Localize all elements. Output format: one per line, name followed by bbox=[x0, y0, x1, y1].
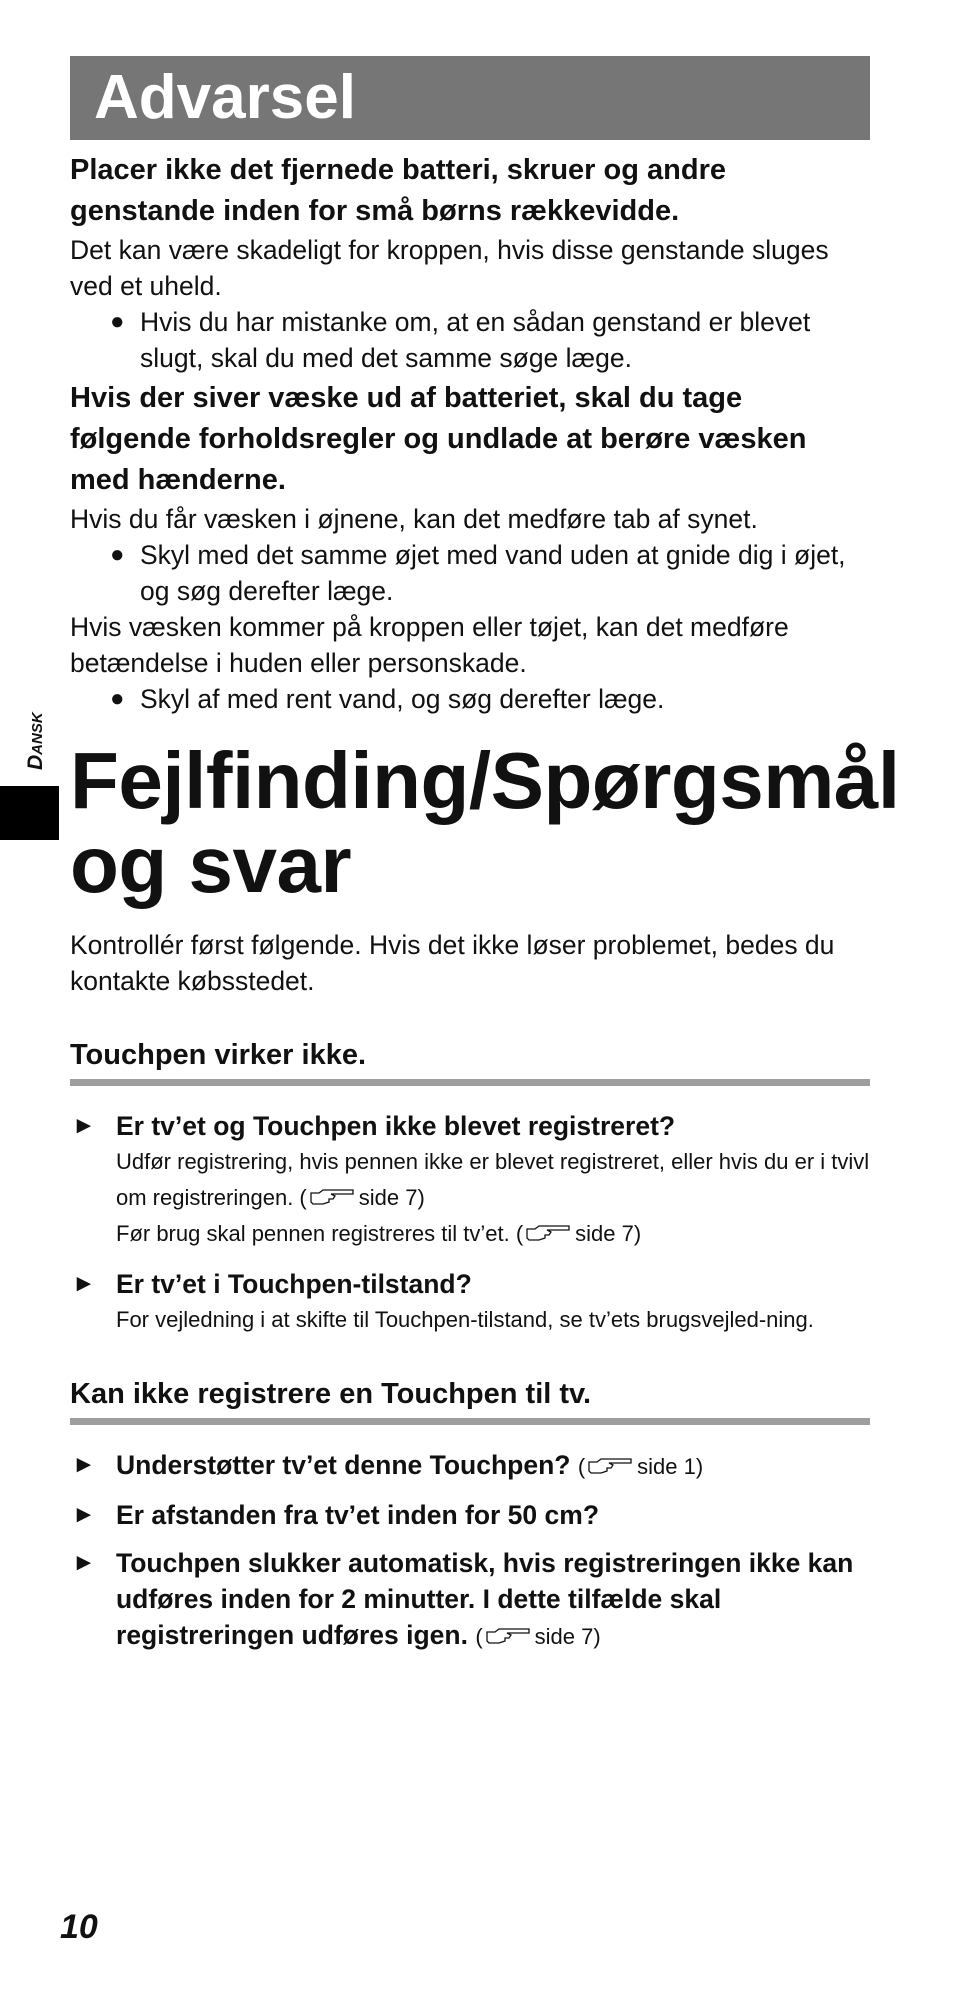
page-reference: side 7) bbox=[358, 1185, 425, 1210]
page-reference: side 7) bbox=[575, 1221, 642, 1246]
question-item bbox=[70, 1545, 870, 1655]
bullet-icon: ● bbox=[110, 685, 125, 712]
pointing-hand-icon bbox=[485, 1626, 531, 1646]
arrow-icon: ► bbox=[72, 1270, 96, 1297]
question-title: Er afstanden fra tv’et inden for 50 cm? bbox=[116, 1500, 600, 1530]
warning-bullet-3 bbox=[70, 681, 870, 717]
section-heading-touchpen: Touchpen virker ikke. bbox=[70, 1035, 870, 1086]
bullet-icon: ● bbox=[110, 308, 125, 335]
answer-line: Før brug skal pennen registreres til tv’et. ( bbox=[116, 1221, 524, 1246]
pointing-hand-icon bbox=[587, 1456, 633, 1476]
pointing-hand-icon bbox=[525, 1223, 571, 1243]
question-title: Er tv’et i Touchpen-tilstand? bbox=[116, 1269, 472, 1299]
arrow-icon: ► bbox=[72, 1451, 96, 1478]
question-title bbox=[116, 1545, 870, 1655]
ref-open: ( bbox=[577, 1454, 586, 1479]
answer-text: For vejledning i at skifte til Touchpen-tilstand, se tv’ets brugsvejled-ning. bbox=[116, 1307, 814, 1332]
language-tab-marker bbox=[0, 786, 59, 840]
warning-bullet-1 bbox=[70, 304, 870, 376]
ref-open: ( bbox=[475, 1624, 483, 1649]
warning-banner: Advarsel bbox=[70, 56, 870, 140]
arrow-icon: ► bbox=[72, 1549, 96, 1576]
page-number: 10 bbox=[60, 1908, 98, 1946]
intro-text: Kontrollér først følgende. Hvis det ikke løser problemet, bedes du kontakte købsstedet. bbox=[70, 930, 835, 996]
question-text: Touchpen slukker automatisk, hvis registreringen ikke kan udføres inden for 2 minutter. I dette tilfælde skal registreringen udføres igen. bbox=[116, 1548, 854, 1650]
page-content bbox=[70, 56, 900, 1655]
page-reference: side 1) bbox=[637, 1454, 704, 1479]
question-item bbox=[70, 1497, 870, 1533]
question-title: Er tv’et og Touchpen ikke blevet registreret? bbox=[116, 1111, 676, 1141]
section-heading-register: Kan ikke registrere en Touchpen til tv. bbox=[70, 1374, 870, 1425]
question-title bbox=[116, 1447, 870, 1485]
question-item bbox=[70, 1108, 870, 1252]
warning-heading-1: Placer ikke det fjernede batteri, skruer og andre genstande inden for små børns rækkevidde. bbox=[70, 154, 726, 227]
bullet-text: Skyl af med rent vand, og søg derefter læge. bbox=[140, 684, 665, 714]
warning-text-3: Hvis væsken kommer på kroppen eller tøjet, kan det medføre betændelse i huden eller personskade. bbox=[70, 612, 789, 678]
question-text: Understøtter tv’et denne Touchpen? bbox=[116, 1450, 571, 1480]
page-reference: side 7) bbox=[534, 1624, 601, 1649]
bullet-text: Hvis du har mistanke om, at en sådan genstand er blevet slugt, skal du med det samme søge læge. bbox=[140, 307, 811, 373]
warning-text-2: Hvis du får væsken i øjnene, kan det medføre tab af synet. bbox=[70, 504, 758, 534]
arrow-icon: ► bbox=[72, 1112, 96, 1139]
pointing-hand-icon bbox=[309, 1187, 355, 1207]
warning-bullet-2 bbox=[70, 537, 870, 609]
question-item bbox=[70, 1266, 870, 1338]
answer-line: Udfør registrering, hvis pennen ikke er blevet registreret, eller hvis du er i tvivl om registreringen. ( bbox=[116, 1149, 870, 1210]
warning-heading-2: Hvis der siver væske ud af batteriet, skal du tage følgende forholdsregler og undlade at berøre væsken med hænderne. bbox=[70, 382, 807, 496]
bullet-icon: ● bbox=[110, 541, 125, 568]
page-title: Fejlfinding/Spørgsmål og svar bbox=[70, 736, 900, 909]
question-item bbox=[70, 1447, 870, 1485]
warning-text-1: Det kan være skadeligt for kroppen, hvis disse genstande sluges ved et uheld. bbox=[70, 235, 829, 301]
arrow-icon: ► bbox=[72, 1501, 96, 1528]
bullet-text: Skyl med det samme øjet med vand uden at gnide dig i øjet, og søg derefter læge. bbox=[140, 540, 846, 606]
answer-text bbox=[116, 1144, 870, 1252]
language-tab-label: Dansk bbox=[24, 712, 47, 770]
